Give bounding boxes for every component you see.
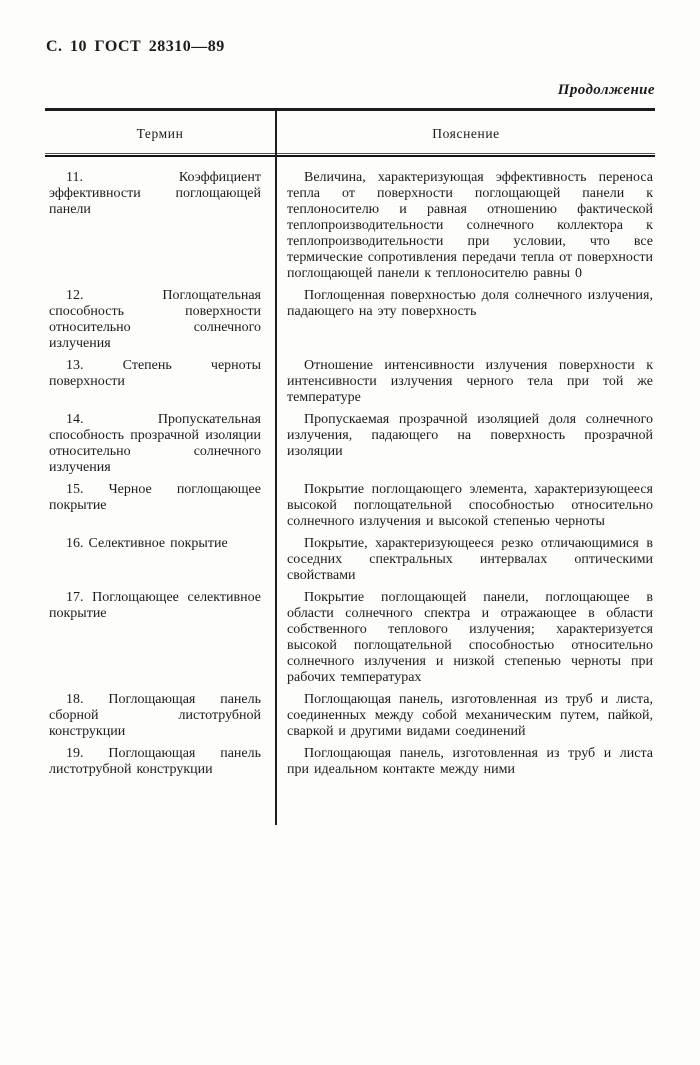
explanation-cell: Поглощающая панель, изготовленная из труб и листа, соединенных между собой механическим путем, пайкой, сваркой и другими видами соединений	[287, 692, 653, 739]
explanation-cell: Величина, характеризующая эффективность переноса тепла от поверхности поглощающей панели к теплоносителю и равная отношению фактической теплопроизводительности солнечного коллектора к теплопроизводительности при условии, что все термические сопротивления передачи тепла от поверхности поглощающей панели к теплоносителю равны 0	[287, 170, 653, 281]
term-cell: 12. Поглощательная способность поверхности относительно солнечного излучения	[49, 288, 261, 351]
term-cell: 18. Поглощающая панель сборной листотрубной конструкции	[49, 692, 261, 739]
page-header: С. 10 ГОСТ 28310—89	[46, 38, 225, 55]
explanation-cell: Пропускаемая прозрачной изоляцией доля солнечного излучения, падающего на поверхность прозрачной изоляции	[287, 412, 653, 459]
term-cell: 15. Черное поглощающее покрытие	[49, 482, 261, 513]
term-cell: 14. Пропускательная способность прозрачной изоляции относительно солнечного излучения	[49, 412, 261, 475]
column-header-explanation: Пояснение	[432, 126, 500, 141]
explanation-cell: Покрытие поглощающей панели, поглощающее в области солнечного спектра и отражающее в области собственного теплового излучения; характеризуется высокой поглощательной способностью относительно солнечного излучения и низкой степенью черноты при рабочих температурах	[287, 590, 653, 685]
column-header-term: Термин	[136, 126, 184, 141]
term-cell: 17. Поглощающее селективное покрытие	[49, 590, 261, 621]
explanation-cell: Покрытие, характеризующееся резко отличающимися в соседних спектральных интервалах оптическими свойствами	[287, 536, 653, 583]
term-cell: 19. Поглощающая панель листотрубной конструкции	[49, 746, 261, 777]
term-cell: 11. Коэффициент эффективности поглощающей панели	[49, 170, 261, 217]
term-cell: 16. Селективное покрытие	[66, 536, 228, 551]
table-top-rule	[45, 108, 655, 111]
explanation-cell: Поглощающая панель, изготовленная из труб и листа при идеальном контакте между ними	[287, 746, 653, 777]
explanation-cell: Отношение интенсивности излучения поверхности к интенсивности излучения черного тела при той же температуре	[287, 358, 653, 405]
explanation-cell: Поглощенная поверхностью доля солнечного излучения, падающего на эту поверхность	[287, 288, 653, 319]
term-cell: 13. Степень черноты поверхности	[49, 358, 261, 389]
table-header-bottom-rule	[45, 153, 655, 157]
explanation-cell: Покрытие поглощающего элемента, характеризующееся высокой поглощательной способностью относительно солнечного излучения и высокой степенью черноты	[287, 482, 653, 529]
continuation-label: Продолжение	[557, 82, 655, 98]
table-body	[45, 170, 655, 778]
